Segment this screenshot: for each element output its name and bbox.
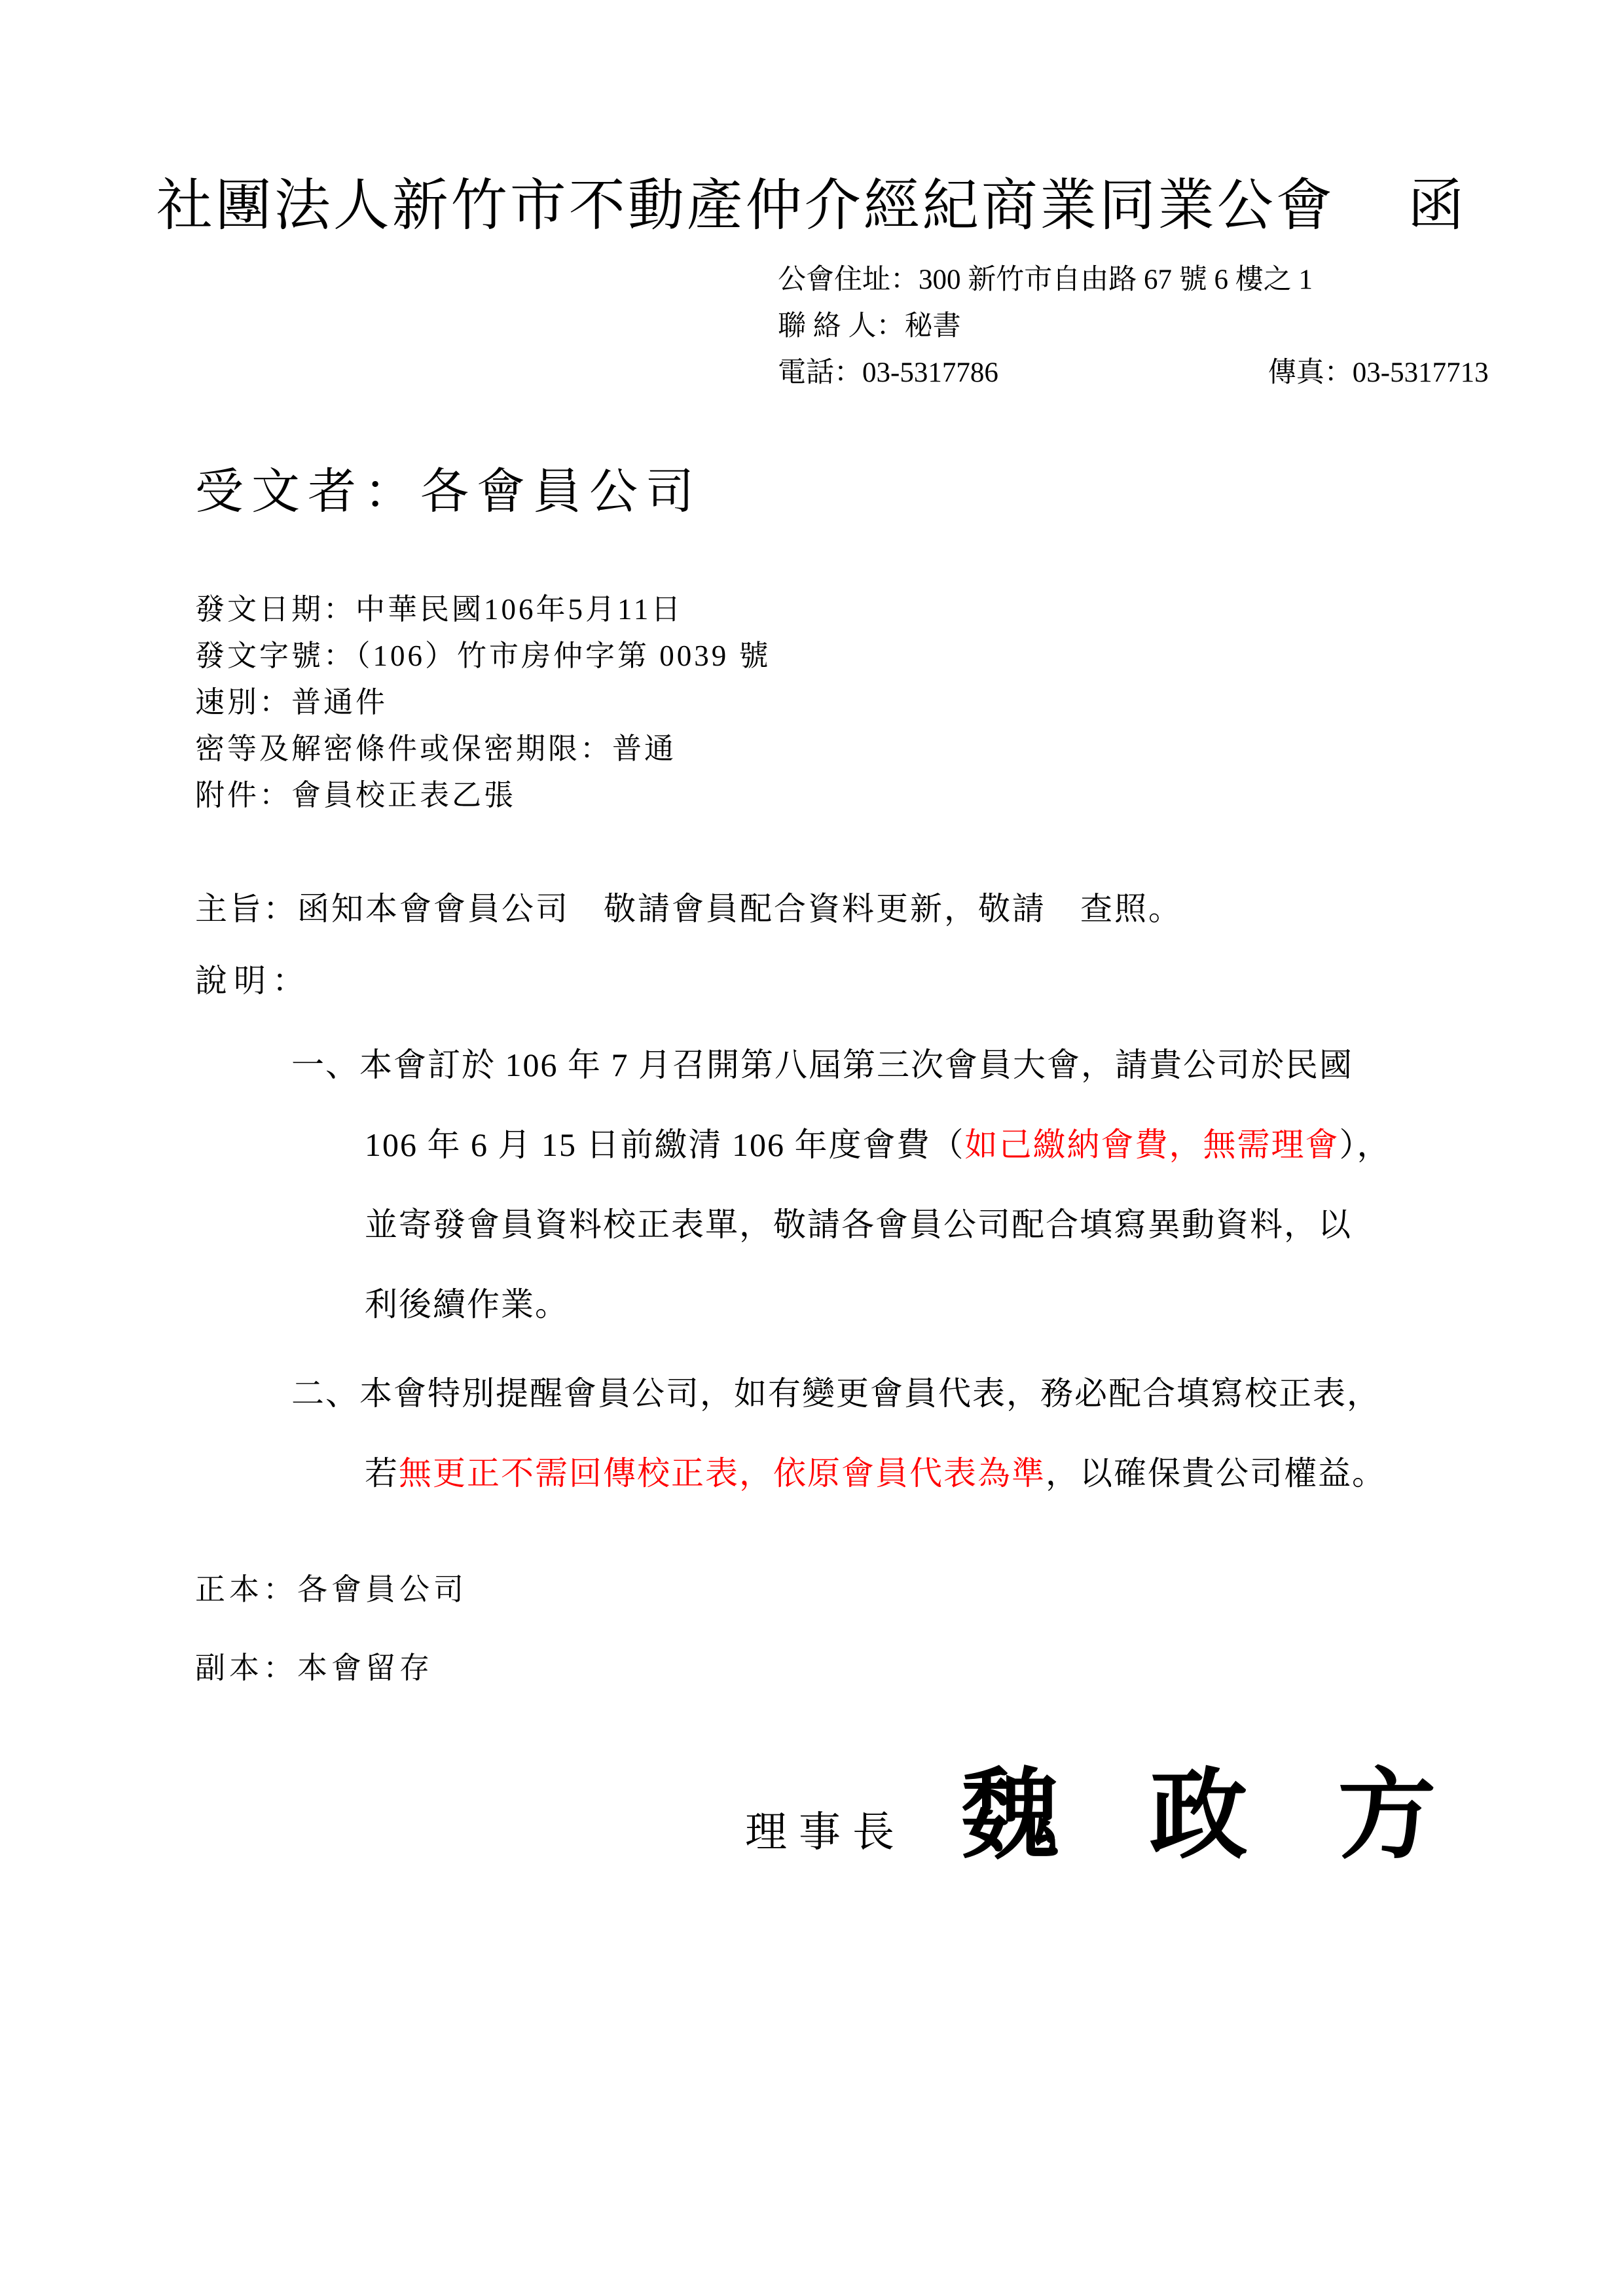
item2-line2 xyxy=(365,1433,1391,1513)
signer-name: 魏 政 方 xyxy=(961,1760,1468,1870)
security-class-line: 密等及解密條件或保密期限：普通 xyxy=(195,732,677,765)
subject-line: 主旨：函知本會會員公司 敬請會員配合資料更新，敬請 查照。 xyxy=(195,891,1183,927)
phone-number: 電話：03-5317786 xyxy=(778,357,998,388)
item2-line2-red-note: 無更正不需回傳校正表，依原會員代表為準 xyxy=(399,1455,1046,1492)
letter-title xyxy=(0,160,1623,241)
duplicate-copy-line: 副本：本會留存 xyxy=(195,1651,433,1685)
phone-fax-line xyxy=(778,350,1489,396)
item1-line4: 利後續作業。 xyxy=(365,1286,569,1323)
attachment-line: 附件：會員校正表乙張 xyxy=(195,779,517,812)
item2-line2-black-lead: 若 xyxy=(365,1455,399,1492)
item1-line1: 一、本會訂於 106 年 7 月召開第八屆第三次會員大會，請貴公司於民國 xyxy=(291,1047,1353,1083)
fax-number: 傳真：03-5317713 xyxy=(1267,357,1489,388)
item1-line2-black-tail: ）， xyxy=(1339,1126,1391,1163)
explanation-items xyxy=(291,1025,1391,1513)
doc-type-label: 函 xyxy=(1408,174,1467,237)
meta-block xyxy=(195,586,771,819)
item1-line2 xyxy=(365,1105,1391,1185)
item1-line3: 並寄發會員資料校正表單，敬請各會員公司配合填寫異動資料，以 xyxy=(365,1206,1352,1243)
item1-line2-red-note: 如己繳納會費，無需理會 xyxy=(964,1126,1340,1163)
issue-date-line: 發文日期：中華民國106年5月11日 xyxy=(195,593,684,626)
address-line: 公會住址：300 新竹市自由路 67 號 6 樓之 1 xyxy=(778,264,1313,295)
signer-title: 理事長 xyxy=(745,1809,906,1856)
original-copy-line: 正本：各會員公司 xyxy=(195,1573,467,1606)
explanation-label: 說明： xyxy=(195,963,312,999)
item2-line1: 二、本會特別提醒會員公司，如有變更會員代表，務必配合填寫校正表， xyxy=(291,1375,1381,1412)
contact-block xyxy=(778,257,1489,396)
speed-class-line: 速別：普通件 xyxy=(195,686,388,719)
contact-person-line: 聯 絡 人：秘書 xyxy=(778,311,961,342)
item2-line2-black-tail: ，以確保貴公司權益。 xyxy=(1046,1455,1386,1492)
recipient-line: 受文者：各會員公司 xyxy=(195,465,702,519)
org-name: 社團法人新竹市不動產仲介經紀商業同業公會 xyxy=(156,174,1335,237)
doc-number-line: 發文字號：（106）竹市房仲字第 0039 號 xyxy=(195,639,771,672)
item1-line2-black-lead: 106 年 6 月 15 日前繳清 106 年度會費（ xyxy=(365,1126,965,1163)
